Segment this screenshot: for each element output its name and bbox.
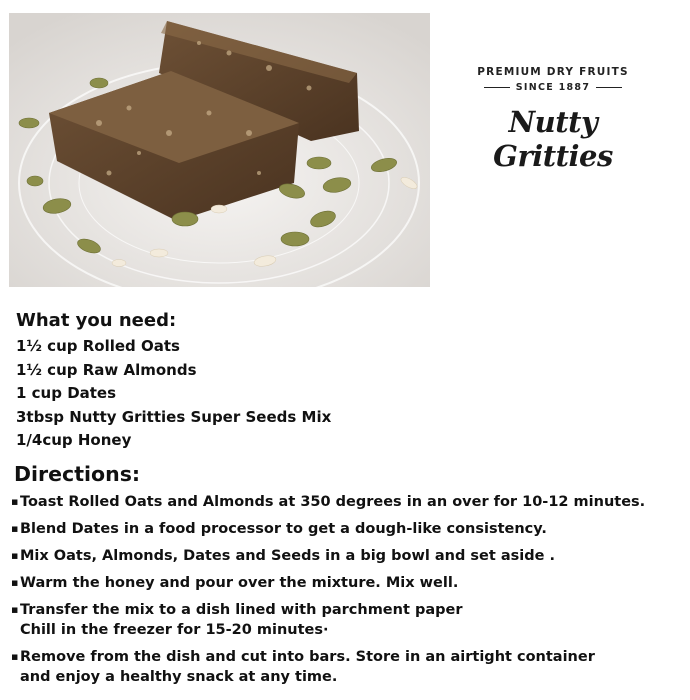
bullet-icon: ▪ [11, 576, 19, 589]
bullet-icon: ▪ [11, 549, 19, 562]
brand-tagline: PREMIUM DRY FRUITS [477, 66, 629, 78]
brand-since [448, 82, 658, 93]
ingredient-item: 3tbsp Nutty Gritties Super Seeds Mix [16, 407, 332, 426]
ingredient-item: 1½ cup Raw Almonds [16, 360, 197, 379]
directions-title: Directions: [14, 462, 141, 486]
bullet-icon: ▪ [11, 495, 19, 508]
granola-bar-illustration [9, 13, 430, 287]
direction-step-text: Warm the honey and pour over the mixture. Mix well. [20, 575, 459, 591]
direction-step [11, 647, 686, 687]
brand-logo: Nutty Gritties [493, 105, 613, 173]
bullet-icon: ▪ [11, 522, 19, 535]
direction-step-text: Toast Rolled Oats and Almonds at 350 degrees in an over for 10-12 minutes. [20, 494, 646, 510]
brand-since-text: SINCE 1887 [515, 82, 591, 93]
ingredients-section [16, 310, 331, 453]
direction-step-text: Remove from the dish and cut into bars. Store in an airtight container and enjoy a healthy snack at any time. [20, 649, 595, 685]
ingredient-item: 1 cup Dates [16, 384, 117, 402]
ingredients-title: What you need: [16, 310, 177, 331]
direction-step-text: Transfer the mix to a dish lined with parchment paper Chill in the freezer for 15-20 minutes· [20, 602, 463, 638]
direction-step [11, 573, 686, 593]
direction-step [11, 519, 686, 539]
granola-bar-photo [9, 13, 430, 287]
divider [484, 87, 510, 88]
brand-block [448, 66, 658, 173]
directions-section [11, 462, 686, 694]
direction-step [11, 546, 686, 566]
ingredient-item: 1½ cup Rolled Oats [16, 337, 180, 355]
direction-step-text: Blend Dates in a food processor to get a dough-like consistency. [20, 521, 547, 537]
ingredient-item: 1/4cup Honey [16, 431, 132, 449]
divider [596, 87, 622, 88]
bullet-icon: ▪ [11, 650, 19, 663]
direction-step-text: Mix Oats, Almonds, Dates and Seeds in a big bowl and set aside . [20, 548, 555, 564]
direction-step [11, 600, 686, 640]
direction-step [11, 492, 686, 512]
bullet-icon: ▪ [11, 603, 19, 616]
